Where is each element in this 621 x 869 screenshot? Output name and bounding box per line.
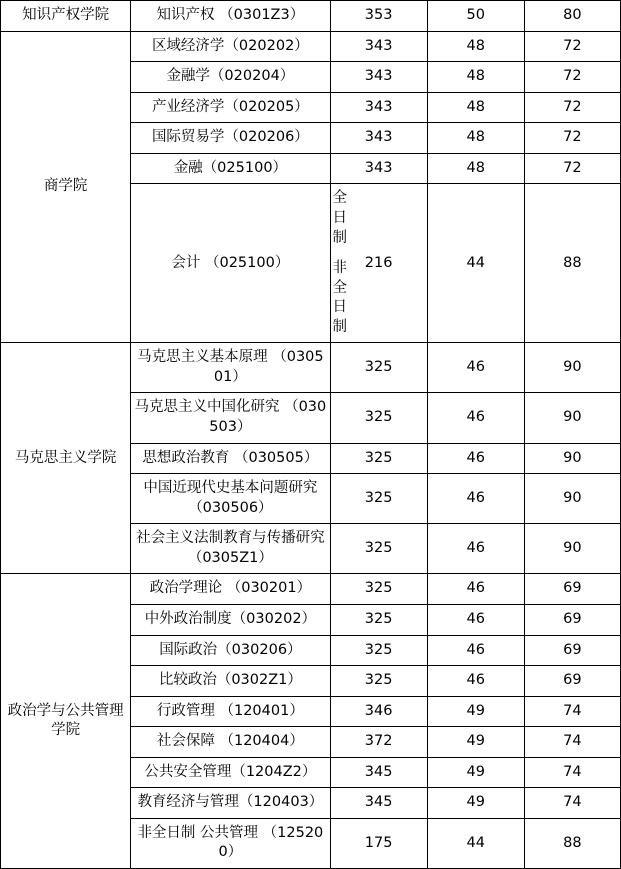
- college-cell: 商学院: [1, 31, 131, 343]
- total-score-cell: 343: [330, 31, 427, 62]
- total-score-cell: 343: [330, 62, 427, 93]
- total-score-cell: 346: [330, 696, 427, 727]
- college-cell: 政治学与公共管理学院: [1, 574, 131, 869]
- major-cell: 行政管理 （120401）: [131, 696, 330, 727]
- total-score-cell: 345: [330, 757, 427, 788]
- table-row: [1, 574, 621, 605]
- major-cell: 非全日制 公共管理 （125200）: [131, 818, 330, 868]
- table-row: [1, 1, 621, 32]
- single-small-cell: 48: [427, 123, 524, 154]
- single-large-cell: 74: [524, 788, 620, 819]
- single-large-cell: 88: [524, 184, 620, 343]
- single-small-cell: 49: [427, 727, 524, 758]
- major-cell: 会计 （025100）: [131, 184, 330, 343]
- single-large-cell: 69: [524, 635, 620, 666]
- single-large-cell: 90: [524, 474, 620, 524]
- major-cell: 金融（025100）: [131, 153, 330, 184]
- major-cell: 教育经济与管理（120403）: [131, 788, 330, 819]
- major-cell: 马克思主义中国化研究 （030503）: [131, 393, 330, 443]
- single-large-cell: 90: [524, 524, 620, 574]
- single-large-cell: 88: [524, 818, 620, 868]
- single-large-cell: 69: [524, 666, 620, 697]
- major-cell: 中国近现代史基本问题研究 （030506）: [131, 474, 330, 524]
- total-score-cell: 325: [330, 474, 427, 524]
- single-small-cell: 46: [427, 604, 524, 635]
- major-cell: 金融学（020204）: [131, 62, 330, 93]
- major-cell: 社会主义法制教育与传播研究 （0305Z1）: [131, 524, 330, 574]
- single-small-cell: 48: [427, 92, 524, 123]
- major-cell: 产业经济学（020205）: [131, 92, 330, 123]
- total-score-cell: 216: [330, 184, 427, 343]
- single-small-cell: 48: [427, 31, 524, 62]
- total-score-cell: 325: [330, 574, 427, 605]
- total-score-cell: 372: [330, 727, 427, 758]
- single-small-cell: 48: [427, 153, 524, 184]
- single-small-cell: 46: [427, 393, 524, 443]
- major-cell: 知识产权 （0301Z3）: [131, 1, 330, 32]
- table-row: [1, 343, 621, 393]
- single-small-cell: 49: [427, 788, 524, 819]
- total-score-cell: 353: [330, 1, 427, 32]
- single-large-cell: 90: [524, 393, 620, 443]
- single-small-cell: 44: [427, 818, 524, 868]
- single-small-cell: 46: [427, 343, 524, 393]
- major-cell: 国际贸易学（020206）: [131, 123, 330, 154]
- major-cell: 思想政治教育 （030505）: [131, 443, 330, 474]
- total-score-cell: 325: [330, 343, 427, 393]
- total-score-cell: 325: [330, 666, 427, 697]
- major-cell: 社会保障 （120404）: [131, 727, 330, 758]
- single-small-cell: 48: [427, 62, 524, 93]
- single-large-cell: 69: [524, 574, 620, 605]
- single-large-cell: 72: [524, 62, 620, 93]
- single-small-cell: 50: [427, 1, 524, 32]
- single-large-cell: 72: [524, 123, 620, 154]
- college-cell: 知识产权学院: [1, 1, 131, 32]
- single-large-cell: 69: [524, 604, 620, 635]
- major-cell: 比较政治（0302Z1）: [131, 666, 330, 697]
- single-large-cell: 74: [524, 696, 620, 727]
- single-small-cell: 46: [427, 635, 524, 666]
- total-score-cell: 343: [330, 123, 427, 154]
- total-score-cell: 325: [330, 524, 427, 574]
- table-row: [1, 31, 621, 62]
- total-score-cell: 175: [330, 818, 427, 868]
- single-large-cell: 72: [524, 92, 620, 123]
- total-score-cell: 325: [330, 443, 427, 474]
- single-small-cell: 46: [427, 443, 524, 474]
- single-small-cell: 46: [427, 666, 524, 697]
- major-cell: 中外政治制度（030202）: [131, 604, 330, 635]
- total-score-cell: 325: [330, 604, 427, 635]
- single-small-cell: 49: [427, 757, 524, 788]
- college-cell: 马克思主义学院: [1, 343, 131, 574]
- single-large-cell: 80: [524, 1, 620, 32]
- total-score-cell: 325: [330, 635, 427, 666]
- total-score-cell: 343: [330, 92, 427, 123]
- single-small-cell: 44: [427, 184, 524, 343]
- single-large-cell: 72: [524, 153, 620, 184]
- major-cell: 国际政治（030206）: [131, 635, 330, 666]
- single-small-cell: 46: [427, 524, 524, 574]
- major-cell: 区域经济学（020202）: [131, 31, 330, 62]
- single-large-cell: 72: [524, 31, 620, 62]
- single-large-cell: 74: [524, 727, 620, 758]
- single-large-cell: 90: [524, 443, 620, 474]
- total-score-cell: 343: [330, 153, 427, 184]
- single-small-cell: 46: [427, 574, 524, 605]
- major-cell: 政治学理论 （030201）: [131, 574, 330, 605]
- single-large-cell: 74: [524, 757, 620, 788]
- total-score-cell: 345: [330, 788, 427, 819]
- single-small-cell: 46: [427, 474, 524, 524]
- major-cell: 公共安全管理（1204Z2）: [131, 757, 330, 788]
- total-score-cell: 325: [330, 393, 427, 443]
- single-large-cell: 90: [524, 343, 620, 393]
- single-small-cell: 49: [427, 696, 524, 727]
- major-cell: 马克思主义基本原理 （030501）: [131, 343, 330, 393]
